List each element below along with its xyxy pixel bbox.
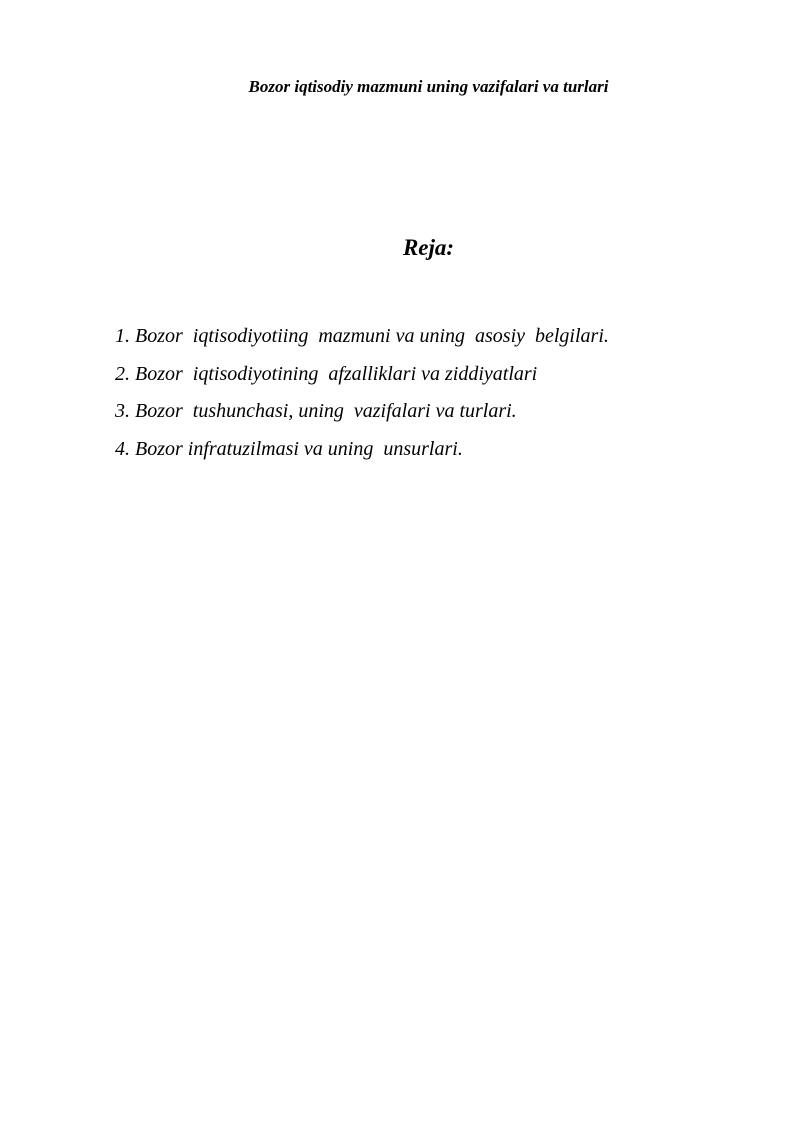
plan-heading: Reja: <box>402 235 455 260</box>
plan-item: 4. Bozor infratuzilmasi va uning unsurlari. <box>115 437 463 460</box>
plan-item: 3. Bozor tushunchasi, uning vazifalari va turlari. <box>115 400 517 422</box>
plan-item: 2. Bozor iqtisodiyotining afzalliklari va ziddiyatlari <box>115 362 538 385</box>
plan-list <box>115 318 609 468</box>
plan-item: 1. Bozor iqtisodiyotiing mazmuni va uning asosiy belgilari. <box>115 325 609 347</box>
document-title: Bozor iqtisodiy mazmuni uning vazifalari va turlari <box>248 77 609 96</box>
